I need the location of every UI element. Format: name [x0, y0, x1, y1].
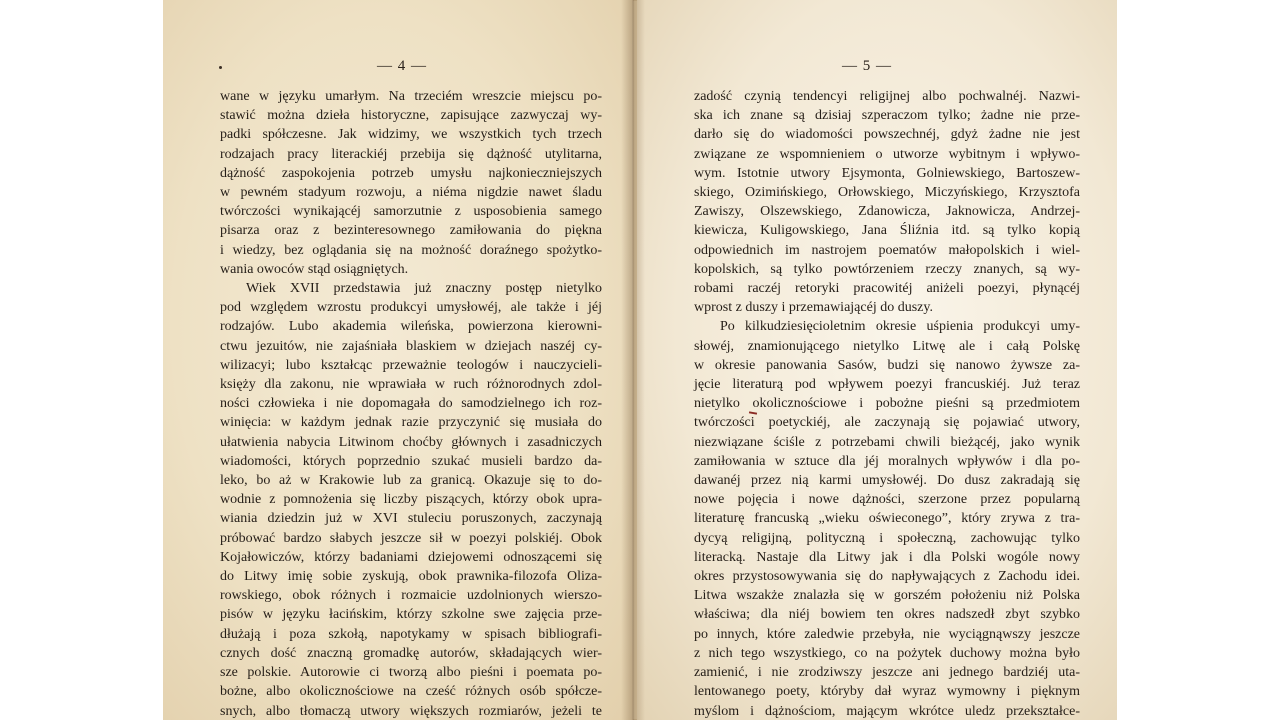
text-line: kopolskich, są tylko powtórzeniem rzeczy znanych, są wy-: [694, 261, 1080, 277]
text-line: dawanéj przez nią karmi umysłowéj. Do dusz zakradają się: [694, 473, 1080, 489]
text-line: rowskiego, obok różnych i rozmaicie uzdolnionych wierszo-: [220, 588, 602, 604]
text-line: lentowanego poety, któryby dał wyraz wymowny i pięknym: [694, 684, 1080, 700]
text-line: wiania dziedzin już w XVI stuleciu poruszonych, zaczynają: [220, 511, 602, 527]
text-line: i wiedzy, bez oglądania się na możność doraźnego spożytko-: [220, 242, 602, 258]
text-line: robami raczéj retoryki pracowitéj aniżeli poezyi, płynącéj: [694, 281, 1080, 297]
text-line: kiewicza, Kuligowskiego, Jana Śliźnia itd. są tylko kopią: [694, 223, 1080, 239]
text-line: ctwu jezuitów, nie zajaśniała blaskiem w dziejach naszéj cy-: [220, 338, 602, 354]
text-line: Po kilkudziesięcioletnim okresie uśpienia produkcyi umy-: [720, 319, 1080, 335]
text-line: nietylko okolicznościowe i pobożne pieśni są przedmiotem: [694, 396, 1080, 412]
text-line: do Litwy imię sobie zyskują, obok prawnika-filozofa Oliza-: [220, 569, 602, 585]
text-line: dążność zaspokojenia potrzeb umysłu najkonieczniejszych: [220, 165, 602, 181]
text-line: zamiłowania w sztuce dla jéj moralnych wpływów i dla po-: [694, 453, 1080, 469]
text-line: cznych dość znaczną gromadkę autorów, składających wier-: [220, 645, 602, 661]
text-line: jęcie literaturą pod wpływem poezyi francuskiéj. Już teraz: [694, 377, 1080, 393]
text-line: wodnie z pomnożenia się liczby piszących, którzy obok upra-: [220, 492, 602, 508]
text-line: ułatwienia nabycia Litwinom choćby głównych i zasadniczych: [220, 434, 602, 450]
text-line: snych, albo tłomaczą utwory większych rozmiarów, jeżeli te: [220, 703, 602, 719]
text-line: sze polskie. Autorowie ci tworzą albo pieśni i poemata po-: [220, 665, 602, 681]
text-line: myślom i dążnościom, mającym wkrótce uledz przekształce-: [694, 703, 1080, 719]
text-line: pod względem wzrostu produkcyi umysłowéj, ale także i jéj: [220, 300, 602, 316]
text-line: wym. Istotnie utwory Ejsymonta, Golniewskiego, Bartoszew-: [694, 165, 1080, 181]
text-line: zamienić, i nie zrodziwszy jeszcze ani jednego bardziéj uta-: [694, 665, 1080, 681]
book-gutter: [621, 0, 645, 720]
text-line: leko, bo aż w Krakowie lub za granicą. Okazuje się to do-: [220, 473, 602, 489]
text-line: wane w języku umarłym. Na trzeciém wreszcie miejscu po-: [220, 89, 602, 104]
text-line: wilizacyi; lubo kształcąc przeważnie teologów i nauczycieli-: [220, 357, 602, 373]
text-line: właściwa; dla niéj bowiem ten okres nadszedł zbyt szybko: [694, 607, 1080, 623]
right-page-text: [694, 87, 1080, 720]
text-line: dłużają i poza szkołą, napotykamy w spisach bibliografi-: [220, 626, 602, 642]
text-line: wprost z duszy i przemawiającéj do duszy.: [694, 300, 933, 316]
left-page: [163, 0, 633, 720]
text-line: niezwiązane ściśle z potrzebami chwili bieżącéj, jako wynik: [694, 434, 1080, 450]
text-line: dycyą religijną, polityczną i społeczną, zachowując tylko: [694, 530, 1080, 546]
text-line: w pewném stadyum rozwoju, a niéma nigdzie nawet śladu: [220, 185, 602, 201]
text-line: skiego, Ozimińskiego, Orłowskiego, Miczyńskiego, Krzysztofa: [694, 185, 1080, 201]
text-line: ska ich znane są dzisiaj szperaczom tylko; żadne nie prze-: [694, 108, 1080, 124]
text-line: okres przystosowywania się do napływających z Zachodu idei.: [694, 569, 1080, 585]
open-book: [163, 0, 1117, 720]
text-line: literaturę francuską „wieku oświeconego”, który zrywa z tra-: [694, 511, 1080, 527]
text-line: Zawiszy, Olszewskiego, Zdanowicza, Jaknowicza, Andrzej-: [694, 204, 1080, 220]
text-line: bożne, albo okolicznościowe na cześć różnych osób spółcze-: [220, 684, 602, 700]
text-line: nowe pojęcia i nowe dążności, szerzone przez popularną: [694, 492, 1080, 508]
text-line: darło się do wiadomości powszechnéj, gdyż żadne nie jest: [694, 127, 1080, 143]
text-line: zadość czynią tendencyi religijnej albo pochwalnéj. Nazwi-: [694, 89, 1080, 104]
text-line: twórczości wynikającéj samorzutnie z usposobienia samego: [220, 204, 602, 220]
text-line: wiadomości, których poprzednio szukać musieli bardzo da-: [220, 453, 602, 469]
text-line: w okresie panowania Sasów, budzi się nanowo żywsze za-: [694, 357, 1080, 373]
text-line: Kojałowiczów, którzy badaniami dziejowemi odnoszącemi się: [220, 549, 602, 565]
text-line: słowéj, znamionującego nietylko Litwę ale i całą Polskę: [694, 338, 1080, 354]
text-line: pisarza oraz z bezinteresownego zamiłowania do piękna: [220, 223, 602, 239]
text-line: księży dla zakonu, nie wprawiała w ruch różnorodnych zdol-: [220, 377, 602, 393]
text-line: po innych, które zaledwie przebyła, nie wyciągnąwszy jeszcze: [694, 626, 1080, 642]
text-line: związane ze wspomnieniem o utworze wybitnym i wpływo-: [694, 146, 1080, 162]
text-line: wania owoców stąd osiągniętych.: [220, 261, 409, 277]
text-line: literacką. Nastaje dla Litwy jak i dla Polski wogóle nowy: [694, 549, 1080, 565]
text-line: próbować bardzo słabych jeszcze sił w poezyi polskiéj. Obok: [220, 530, 602, 546]
text-line: Wiek XVII przedstawia już znaczny postęp nietylko: [246, 281, 602, 297]
text-line: padki spółczesne. Jak widzimy, we wszystkich tych trzech: [220, 127, 602, 143]
left-page-text: [220, 87, 602, 720]
text-line: winięcia: w każdym jednak razie przyczynić się musiała do: [220, 415, 602, 431]
text-line: pisów w języku łacińskim, którzy szkolne swe zajęcia prze-: [220, 607, 602, 623]
text-line: odpowiednich im nastrojem poematów małopolskich i wiel-: [694, 242, 1080, 258]
page-number-right: — 5 —: [842, 58, 892, 74]
text-line: rodzajach pracy literackiéj przebija się dążność utylitarna,: [220, 146, 602, 162]
text-line: stawić można dzieła historyczne, zapisujące zazwyczaj wy-: [220, 108, 602, 124]
text-line: twórczości poetyckiéj, ale zaczynają się pojawiać utwory,: [694, 415, 1080, 431]
page-number-left: — 4 —: [377, 58, 427, 74]
text-line: ności człowieka i nie dopomagała do samodzielnego ich roz-: [220, 396, 602, 412]
text-line: rodzajów. Lubo akademia wileńska, powierzona kierowni-: [220, 319, 602, 335]
text-line: Litwa wszakże znalazła się w gorszém położeniu niż Polska: [694, 588, 1080, 604]
text-line: z nich tego wszystkiego, co na pożytek duchowy można było: [694, 645, 1080, 661]
right-page: [637, 0, 1117, 720]
